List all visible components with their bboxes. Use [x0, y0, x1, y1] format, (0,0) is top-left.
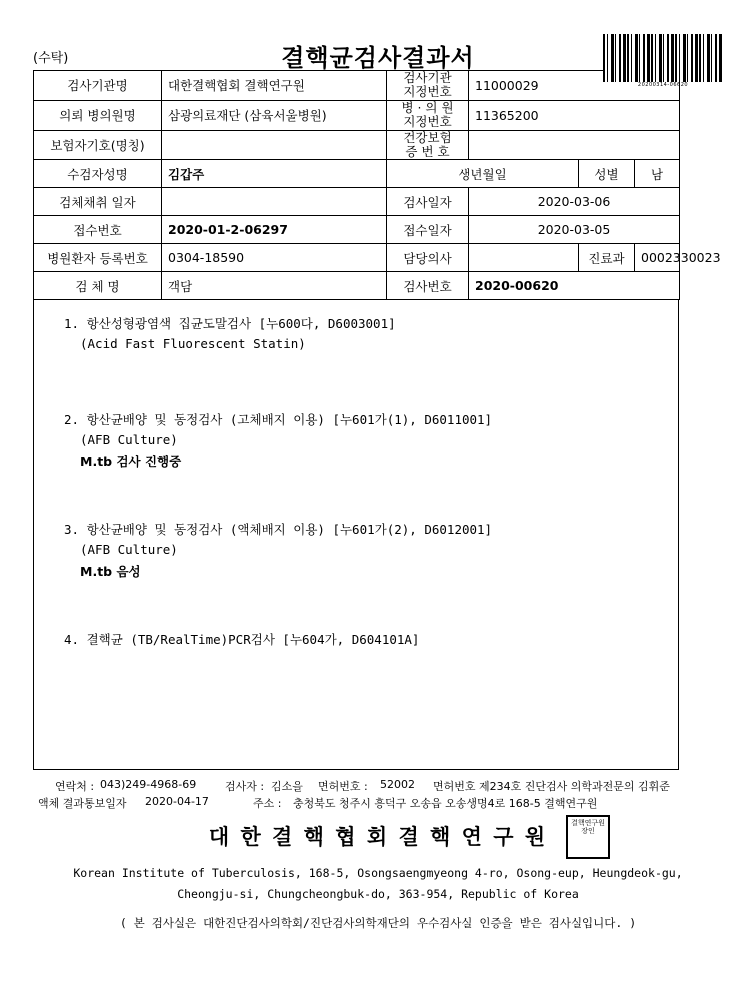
footer-row-contact	[28, 778, 728, 795]
license-note: 면허번호 제234호 진단검사 의학과전문의 김휘준	[433, 780, 670, 794]
table-row	[34, 272, 680, 300]
label-institution-code: 검사기관 지정번호	[387, 71, 469, 101]
tester-value: 김소을	[271, 780, 303, 794]
result-item-3	[64, 520, 492, 581]
address-label: 주소 :	[253, 797, 282, 811]
organization-name-row	[28, 821, 728, 851]
results-panel	[33, 300, 679, 770]
address-english-line2: Cheongju-si, Chungcheongbuk-do, 363-954, Republic of Korea	[177, 886, 579, 901]
label-institution: 검사기관명	[34, 71, 162, 101]
result-2-title: 2. 항산균배양 및 동정검사 (고체배지 이용) [누601가(1), D6011001]	[64, 412, 493, 428]
table-row	[34, 71, 680, 101]
contact-label: 연락처 :	[55, 780, 95, 794]
result-1-title: 1. 항산성형광염색 집균도말검사 [누600다, D6003001]	[64, 316, 396, 332]
label-requesting-clinic: 의뢰 병의원명	[34, 100, 162, 130]
value-gender: 남	[635, 160, 680, 188]
page-title: 결핵균검사결과서	[281, 44, 475, 72]
result-item-4	[64, 630, 419, 649]
value-requesting-clinic: 삼광의료재단 (삼육서울병원)	[162, 100, 387, 130]
label-gender: 성별	[579, 160, 635, 188]
patient-info-table	[33, 70, 721, 300]
table-row	[34, 100, 680, 130]
label-insurance-code: 보험자기호(명칭)	[34, 130, 162, 160]
contact-value: 043)249-4968-69	[100, 778, 197, 792]
result-1-subtitle: (Acid Fast Fluorescent Statin)	[80, 335, 306, 351]
table-row	[34, 160, 680, 188]
value-insurance-code	[162, 130, 387, 160]
value-institution: 대한결핵협회 결핵연구원	[162, 71, 387, 101]
value-collection-date	[162, 188, 387, 216]
label-test-number: 검사번호	[387, 272, 469, 300]
barcode-number: 20200314-06620	[637, 82, 689, 88]
organization-name: 대 한 결 핵 협 회 결 핵 연 구 원	[208, 825, 548, 850]
value-insurance-card-number	[469, 130, 680, 160]
result-3-subtitle: (AFB Culture)	[80, 541, 178, 557]
result-2-verdict: M.tb 검사 진행중	[80, 454, 182, 469]
label-clinic-code: 병 · 의 원 지정번호	[387, 100, 469, 130]
license-value: 52002	[380, 778, 415, 792]
label-collection-date: 검체채취 일자	[34, 188, 162, 216]
report-date-label: 액체 결과통보일자	[38, 797, 127, 811]
label-hospital-patient-id: 병원환자 등록번호	[34, 244, 162, 272]
tester-label: 검사자 :	[225, 780, 265, 794]
license-label: 면허번호 :	[318, 780, 368, 794]
label-department: 진료과	[579, 244, 635, 272]
value-specimen-name: 객담	[162, 272, 387, 300]
official-seal-stamp: 결핵연구원장인	[566, 815, 610, 859]
value-patient-name: 김갑주	[162, 160, 387, 188]
table-row	[34, 216, 680, 244]
value-test-number: 2020-00620	[469, 272, 680, 300]
result-item-1	[64, 314, 396, 356]
value-reception-date: 2020-03-05	[469, 216, 680, 244]
value-attending-doctor	[469, 244, 579, 272]
result-3-title: 3. 항산균배양 및 동정검사 (액체배지 이용) [누601가(2), D6012001]	[64, 522, 493, 538]
consign-label: (수탁)	[33, 51, 69, 66]
value-hospital-patient-id: 0304-18590	[162, 244, 387, 272]
table-row	[34, 130, 680, 160]
table-row	[34, 244, 680, 272]
address-value: 충청북도 청주시 흥덕구 오송읍 오송생명4로 168-5 결핵연구원	[293, 797, 598, 811]
document-footer	[28, 778, 728, 930]
value-institution-code: 11000029	[469, 71, 680, 101]
label-test-date: 검사일자	[387, 188, 469, 216]
label-specimen-name: 검 체 명	[34, 272, 162, 300]
table-row	[34, 188, 680, 216]
value-reception-number: 2020-01-2-06297	[162, 216, 387, 244]
footer-row-report	[28, 795, 728, 812]
result-2-subtitle: (AFB Culture)	[80, 431, 178, 447]
value-clinic-code: 11365200	[469, 100, 680, 130]
certification-note: ( 본 검사실은 대한진단검사의학회/진단검사의학재단의 우수검사실 인증을 받은 검사실입니다. )	[119, 915, 637, 930]
value-department: 0002330023	[635, 244, 680, 272]
label-reception-number: 접수번호	[34, 216, 162, 244]
result-item-2	[64, 410, 492, 471]
value-test-date: 2020-03-06	[469, 188, 680, 216]
label-insurance-card-number: 건강보험 증 번 호	[387, 130, 469, 160]
report-date-value: 2020-04-17	[145, 795, 209, 809]
result-3-verdict: M.tb 음성	[80, 564, 141, 579]
label-birthdate: 생년월일	[387, 160, 579, 188]
label-attending-doctor: 담당의사	[387, 244, 469, 272]
label-reception-date: 접수일자	[387, 216, 469, 244]
address-english-line1: Korean Institute of Tuberculosis, 168-5, Osongsaengmyeong 4-ro, Osong-eup, Heungdeok-gu,	[73, 866, 683, 881]
label-patient-name: 수검자성명	[34, 160, 162, 188]
address-english	[28, 863, 728, 904]
barcode-image	[603, 34, 723, 82]
result-4-title: 4. 결핵균 (TB/RealTime)PCR검사 [누604가, D604101A]	[64, 632, 420, 648]
